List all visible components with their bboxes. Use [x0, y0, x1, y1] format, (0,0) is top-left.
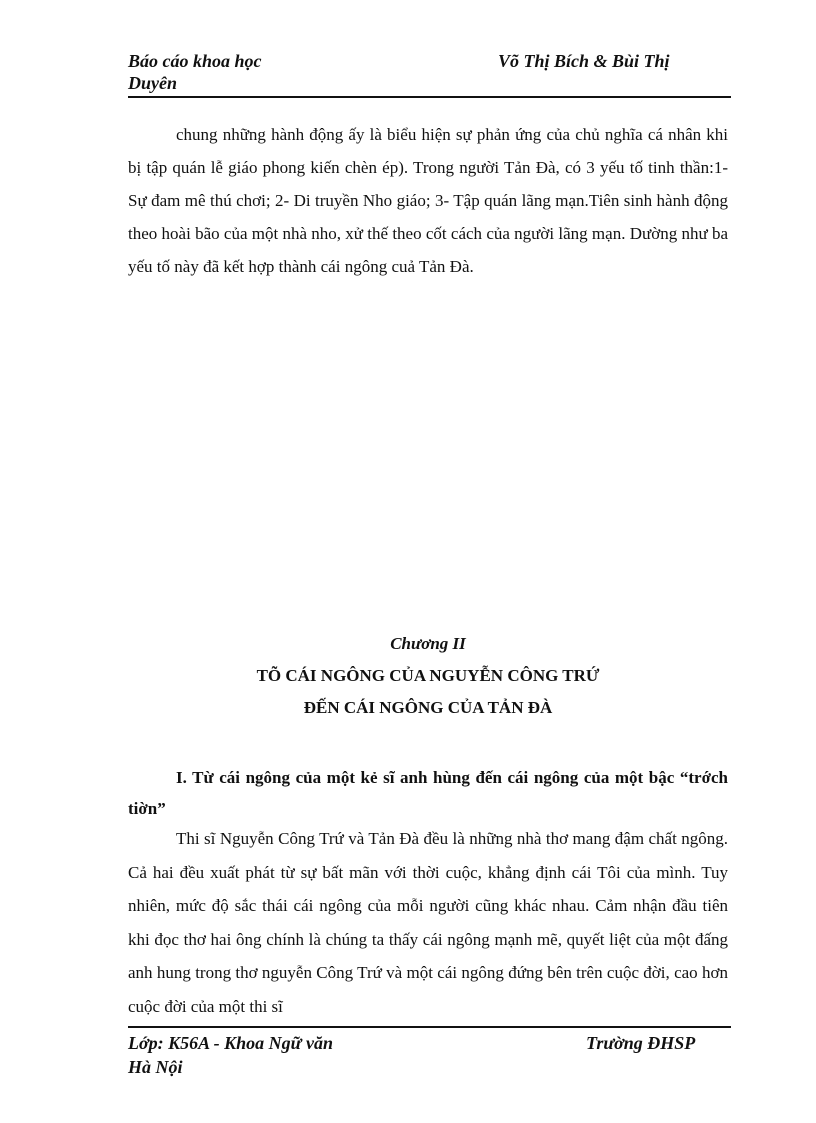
header-divider: [128, 96, 731, 98]
body-paragraph-2: Thi sĩ Nguyễn Công Trứ và Tản Đà đều là những nhà thơ mang đậm chất ngông. Cả hai đều xuất phát từ sự bất mãn với thời cuộc, khẳng định cái Tôi của mình. Tuy nhiên, mức độ sắc thái cái ngông của mỗi người cũng khác nhau. Cảm nhận đầu tiên khi đọc thơ hai ông chính là chúng ta thấy cái ngông mạnh mẽ, quyết liệt của một đấng anh hung trong thơ nguyễn Công Trứ và một cái ngông đứng bên trên cuộc đời, cao hơn cuộc đời của một thi sĩ: [128, 829, 728, 1016]
body-paragraph-1: chung những hành động ấy là biểu hiện sự phản ứng của chủ nghĩa cá nhân khi bị tập quán lễ giáo phong kiến chèn ép). Trong người Tản Đà, có 3 yếu tố tinh thần:1- Sự đam mê thú chơi; 2- Di truyền Nho giáo; 3- Tập quán lãng mạn.Tiên sinh hành động theo hoài bão của một nhà nho, xử thế theo cốt cách của người lãng mạn. Dường như ba yếu tố này đã kết hợp thành cái ngông cuả Tản Đà.: [128, 125, 728, 276]
section-heading: I. Từ cái ngông của một kẻ sĩ anh hùng đến cái ngông của một bậc “trớch tiờn”: [128, 768, 728, 818]
header-report-title: Báo cáo khoa học: [128, 51, 262, 71]
chapter-title-line-1: TÕ CÁI NGÔNG CỦA NGUYỄN CÔNG TRỨ: [256, 666, 600, 685]
footer-university: Trường ĐHSP: [586, 1033, 696, 1053]
chapter-number: Chương II: [390, 634, 466, 653]
footer-class-info: Lớp: K56A - Khoa Ngữ văn: [128, 1033, 333, 1053]
header-authors-continued: Duyên: [128, 73, 177, 93]
footer-university-city: Hà Nội: [128, 1057, 183, 1077]
header-authors: Võ Thị Bích & Bùi Thị: [498, 51, 670, 71]
chapter-title-line-2: ĐẾN CÁI NGÔNG CỦA TẢN ĐÀ: [303, 698, 553, 717]
page-footer: [128, 1031, 728, 1079]
page-header: [128, 50, 728, 94]
footer-divider: [128, 1026, 731, 1028]
